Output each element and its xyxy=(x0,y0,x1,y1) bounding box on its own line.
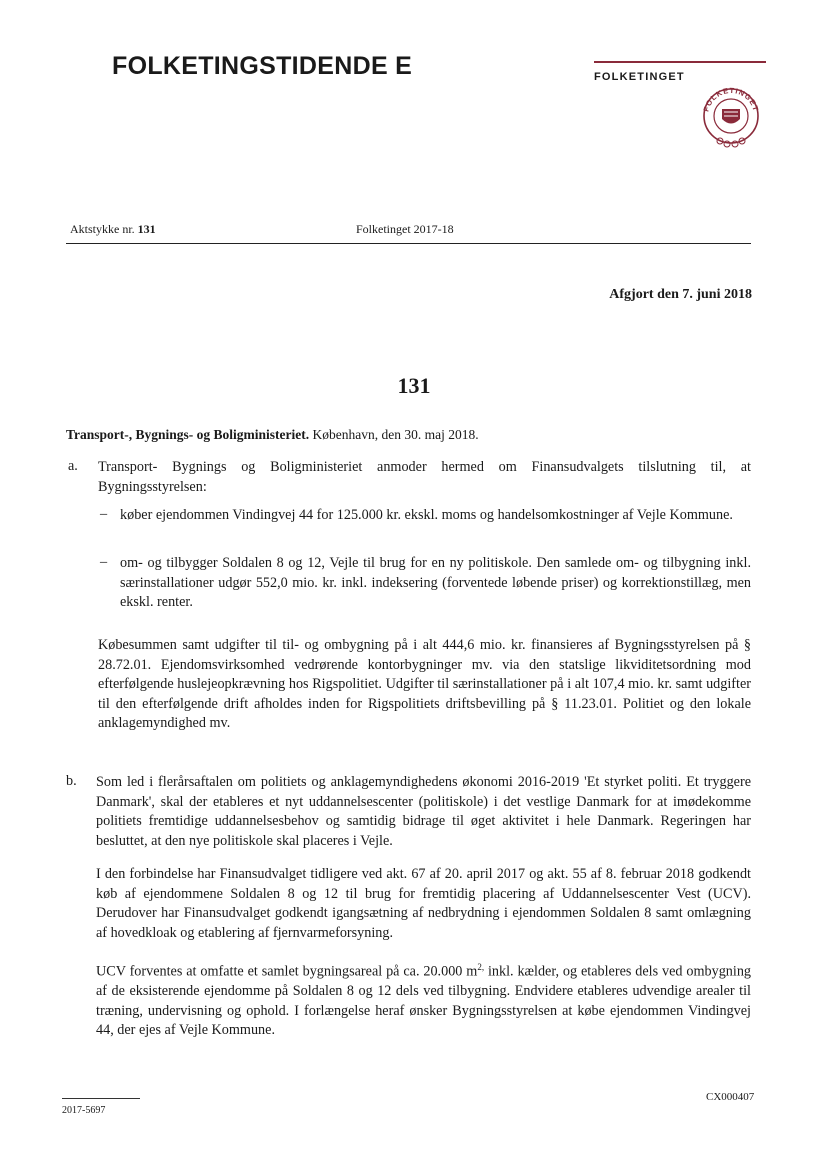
bullet-dash: – xyxy=(100,554,108,570)
financing-paragraph: Købesummen samt udgifter til til- og ombygning på i alt 444,6 mio. kr. finansieres af Bygningsstyrelsen på § 28.72.01. Ejendomsvirksomhed vedrørende kontorbygninger mv. via den statslige likviditetsordning mod efterfølgende huslejeopkrævning hos Rigspolitiet. Udgifter til særinstallationer på i alt 107,4 mio. kr. samt udgifter til den efterfølgende drift afholdes inden for Rigspolitiets driftsbevilling på § 11.23.01. Politiet og den lokale anklagemyndighed mv. xyxy=(98,637,751,731)
document-code: CX000407 xyxy=(706,1091,755,1103)
section-b-label: b. xyxy=(66,773,77,789)
aktstykke-value: 131 xyxy=(137,222,156,236)
meta-divider xyxy=(66,243,751,244)
section-b-paragraph-2: I den forbindelse har Finansudvalget tidligere ved akt. 67 af 20. april 2017 og akt. 55 af 8. februar 2018 godkendt køb af ejendommene Soldalen 8 og 12 til brug for fremtidig placering af Uddannelsescenter Vest (UCV). Derudover har Finansudvalget godkendt igangsætning af nedbrydning i ejendommen Soldalen 8 samt omlægning af hovedkloak og etablering af fjernvarmeforsyning. xyxy=(96,866,751,941)
folketinget-seal-icon xyxy=(700,83,762,153)
paragraph-3-start: UCV forventes at omfatte et samlet bygningsareal på ca. 20.000 m xyxy=(96,963,478,980)
svg-text:FOLKETINGET: FOLKETINGET xyxy=(701,85,761,113)
header-rule xyxy=(594,61,766,63)
aktstykke-label: Aktstykke nr. xyxy=(70,222,138,236)
bullet-item: køber ejendommen Vindingvej 44 for 125.000 kr. ekskl. moms og handelsomkostninger af Vejle Kommune. xyxy=(120,507,733,523)
intro-line xyxy=(66,427,479,443)
aktstykke-number xyxy=(70,222,156,237)
section-a-label: a. xyxy=(68,458,78,474)
org-name: FOLKETINGET xyxy=(594,71,685,83)
paragraph-3-end: inkl. kælder, og etableres dels ved ombygning af de eksisterende ejendomme på Soldalen 8 og 12 dels ved tilbygning. Endvidere etableres udvendige arealer til træning, undervisning og ophold. I forlængelse heraf ønsker Bygningsstyrelsen at købe ejendommen Vindingvej 44, der ejes af Vejle Kommune. xyxy=(96,963,752,1039)
decided-date: Afgjort den 7. juni 2018 xyxy=(609,287,752,302)
section-b-paragraph-1: Som led i flerårsaftalen om politiets og anklagemyndighedens økonomi 2016-2019 'Et styrket politi. Et tryggere Danmark', skal der etableres et nyt uddannelsescenter (politiskole) i det vestlige Danmark for at imødekomme politiets fremtidige uddannelsesbehov og samtidig bidrage til øget aktivitet i hele Danmark. Regeringen har besluttet, at den nye politiskole skal placeres i Vejle. xyxy=(96,774,751,849)
section-a-text: Transport- Bygnings og Boligministeriet anmoder hermed om Finansudvalgets tilslutning til, at Bygningsstyrelsen: xyxy=(98,459,751,495)
section-b-paragraph-3 xyxy=(96,958,751,1041)
session-label: Folketinget 2017-18 xyxy=(356,222,454,236)
ministry-name: Transport-, Bygnings- og Boligministeriet. xyxy=(66,427,310,442)
footer-rule xyxy=(62,1098,140,1099)
journal-number: 2017-5697 xyxy=(62,1105,106,1116)
bullet-dash: – xyxy=(100,506,108,522)
document-number: 131 xyxy=(397,373,431,398)
superscript-squared: 2, xyxy=(477,962,485,972)
bullet-item: om- og tilbygger Soldalen 8 og 12, Vejle til brug for en ny politiskole. Den samlede om- og tilbygning inkl. særinstallationer udgør 552,0 mio. kr. inkl. indeksering (forventede løbende priser) og korrektionstillæg, men ekskl. renter. xyxy=(120,555,751,610)
place-date: København, den 30. maj 2018. xyxy=(309,427,479,442)
publication-title: FOLKETINGSTIDENDE E xyxy=(112,52,413,80)
